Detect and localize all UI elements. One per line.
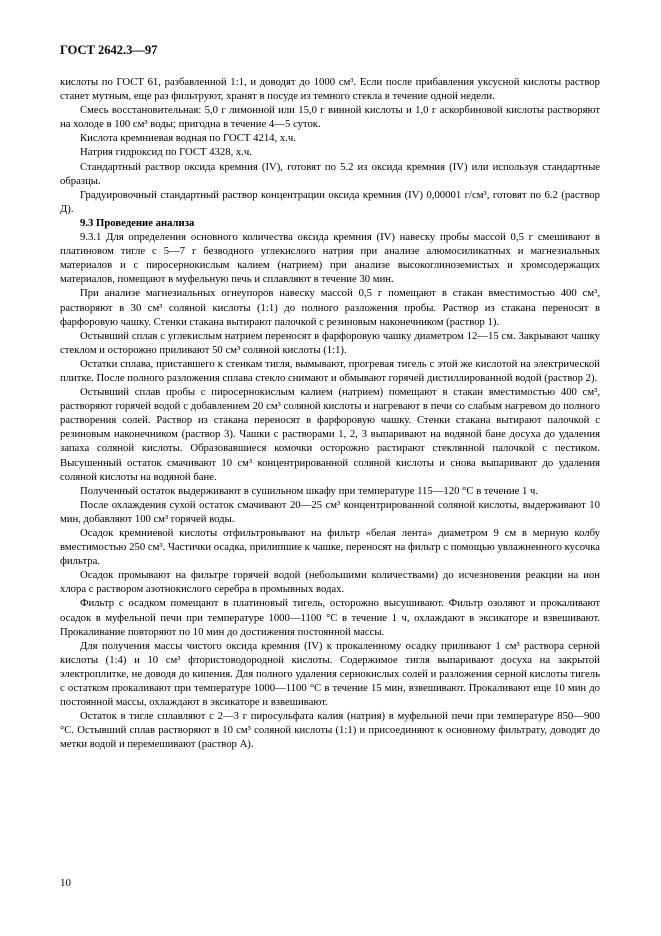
paragraph: При анализе магнезиальных огнеупоров навеску массой 0,5 г помещают в стакан вместимостью 400 см³, растворяют в 30 см³ соляной кислоты (1:1) до полного разложения пробы. Раствор из стакана переносят в фарфоровую чашку. Стенки стакана вытирают палочкой с резиновым наконечником (раствор 1). [60, 287, 600, 328]
paragraph: Стандартный раствор оксида кремния (IV), готовят по 5.2 из оксида кремния (IV) или используя стандартные образцы. [60, 160, 600, 187]
paragraph: 9.3.1 Для определения основного количества оксида кремния (IV) навеску пробы массой 0,5 г смешивают в платиновом тигле с 5—7 г безводного углекислого натрия при анализе алюмосиликатных и магнезиальных материалов и с пиросернокислым калием (натрием) при анализе высокоглиноземистых и хромсодержащих материалов, помещают в муфельную печь и сплавляют в течение 30 мин. [60, 231, 600, 286]
paragraph: Кислота кремниевая водная по ГОСТ 4214, х.ч. [80, 132, 296, 145]
paragraph: Фильтр с осадком помещают в платиновый тигель, осторожно высушивают. Фильтр озоляют и прокаливают осадок в муфельной печи при температуре 1000—1100 °С в течение 1 ч, охлаждают в эксикаторе и взвешивают. Прокаливание повторяют по 10 мин до достижения постоянной массы. [60, 597, 600, 638]
paragraph: Осадок кремниевой кислоты отфильтровывают на фильтр «белая лента» диаметром 9 см в мерную колбу вместимостью 250 см³. Частички осадка, прилипшие к чашке, переносят на фильтр с помощью увлажненного кусочка фильтра. [60, 527, 600, 568]
paragraph: Остаток в тигле сплавляют с 2—3 г пиросульфата калия (натрия) в муфельной печи при температуре 850—900 °С. Остывший сплав растворяют в 10 см³ соляной кислоты (1:1) и присоединяют к основному фильтрату, доводят до метки водой и перемешивают (раствор А). [60, 710, 600, 751]
paragraph: кислоты по ГОСТ 61, разбавленной 1:1, и доводят до 1000 см³. Если после прибавления уксусной кислоты раствор станет мутным, еще раз фильтруют, хранят в посуде из темного стекла в течение одной недели. [60, 76, 600, 103]
paragraph: Натрия гидроксид по ГОСТ 4328, х.ч. [80, 146, 252, 159]
paragraph: Осадок промывают на фильтре горячей водой (небольшими количествами) до исчезновения реакции на ион хлора с раствором азотнокислого серебра в промывных водах. [60, 569, 600, 596]
page-number: 10 [60, 877, 71, 889]
paragraph: Для получения массы чистого оксида кремния (IV) к прокаленному осадку приливают 1 см³ раствора серной кислоты (1:4) и 10 см³ фтористоводородной кислоты. Содержимое тигля выпаривают досуха на закрытой электроплитке, не доводя до кипения. Для полного удаления сернокислых солей и разложения серной кислоты тигель с остатком прокаливают при температуре 1000—1100 °С в течение 15 мин, взвешивают. Прокаливают еще 10 мин до постоянной массы, охлаждают в эксикаторе и взвешивают. [60, 639, 600, 709]
paragraph: После охлаждения сухой остаток смачивают 20—25 см³ концентрированной соляной кислоты, выдерживают 10 мин, добавляют 100 см³ горячей воды. [60, 498, 600, 525]
paragraph: Остатки сплава, приставшего к стенкам тигля, вымывают, прогревая тигель с этой же кислотой на электрической плитке. После полного разложения сплава стекло снимают и обмывают горячей дистиллированной водой (раствор 2). [60, 357, 600, 384]
paragraph: Остывший сплав с углекислым натрием переносят в фарфоровую чашку диаметром 12—15 см. Закрывают чашку стеклом и осторожно приливают 50 см³ соляной кислоты (1:1). [60, 329, 600, 356]
document-body [60, 75, 600, 752]
standard-code-header: ГОСТ 2642.3—97 [60, 43, 158, 57]
paragraph: Смесь восстановительная: 5,0 г лимонной или 15,0 г винной кислоты и 1,0 г аскорбиновой кислоты растворяют на холоде в 100 см³ воды; пригодна в течение 4—5 суток. [60, 104, 600, 131]
paragraph: Полученный остаток выдерживают в сушильном шкафу при температуре 115—120 °С в течение 1 ч. [80, 484, 539, 497]
section-heading: 9.3 Проведение анализа [80, 216, 195, 229]
paragraph: Остывший сплав пробы с пиросернокислым калием (натрием) помещают в стакан вместимостью 400 см³, растворяют горячей водой с добавлением 20 см³ соляной кислоты и нагревают в печи со слабым нагревом до полного растворения солей. Раствор из стакана переносят в фарфоровую чашку. Стенки стакана вытирают палочкой с резиновым наконечником (раствор 3). Чашки с растворами 1, 2, 3 выпаривают на водяной бане досуха до удаления запаха соляной кислоты. Образовавшиеся комочки осторожно растирают стеклянной палочкой с пестиком. Высушенный остаток смачивают 10 см³ концентрированной соляной кислоты и снова выпаривают до удаления соляной кислоты на водяной бане. [60, 386, 600, 483]
paragraph: Градуировочный стандартный раствор концентрации оксида кремния (IV) 0,00001 г/см³, готовят по 6.2 (раствор Д). [60, 188, 600, 215]
